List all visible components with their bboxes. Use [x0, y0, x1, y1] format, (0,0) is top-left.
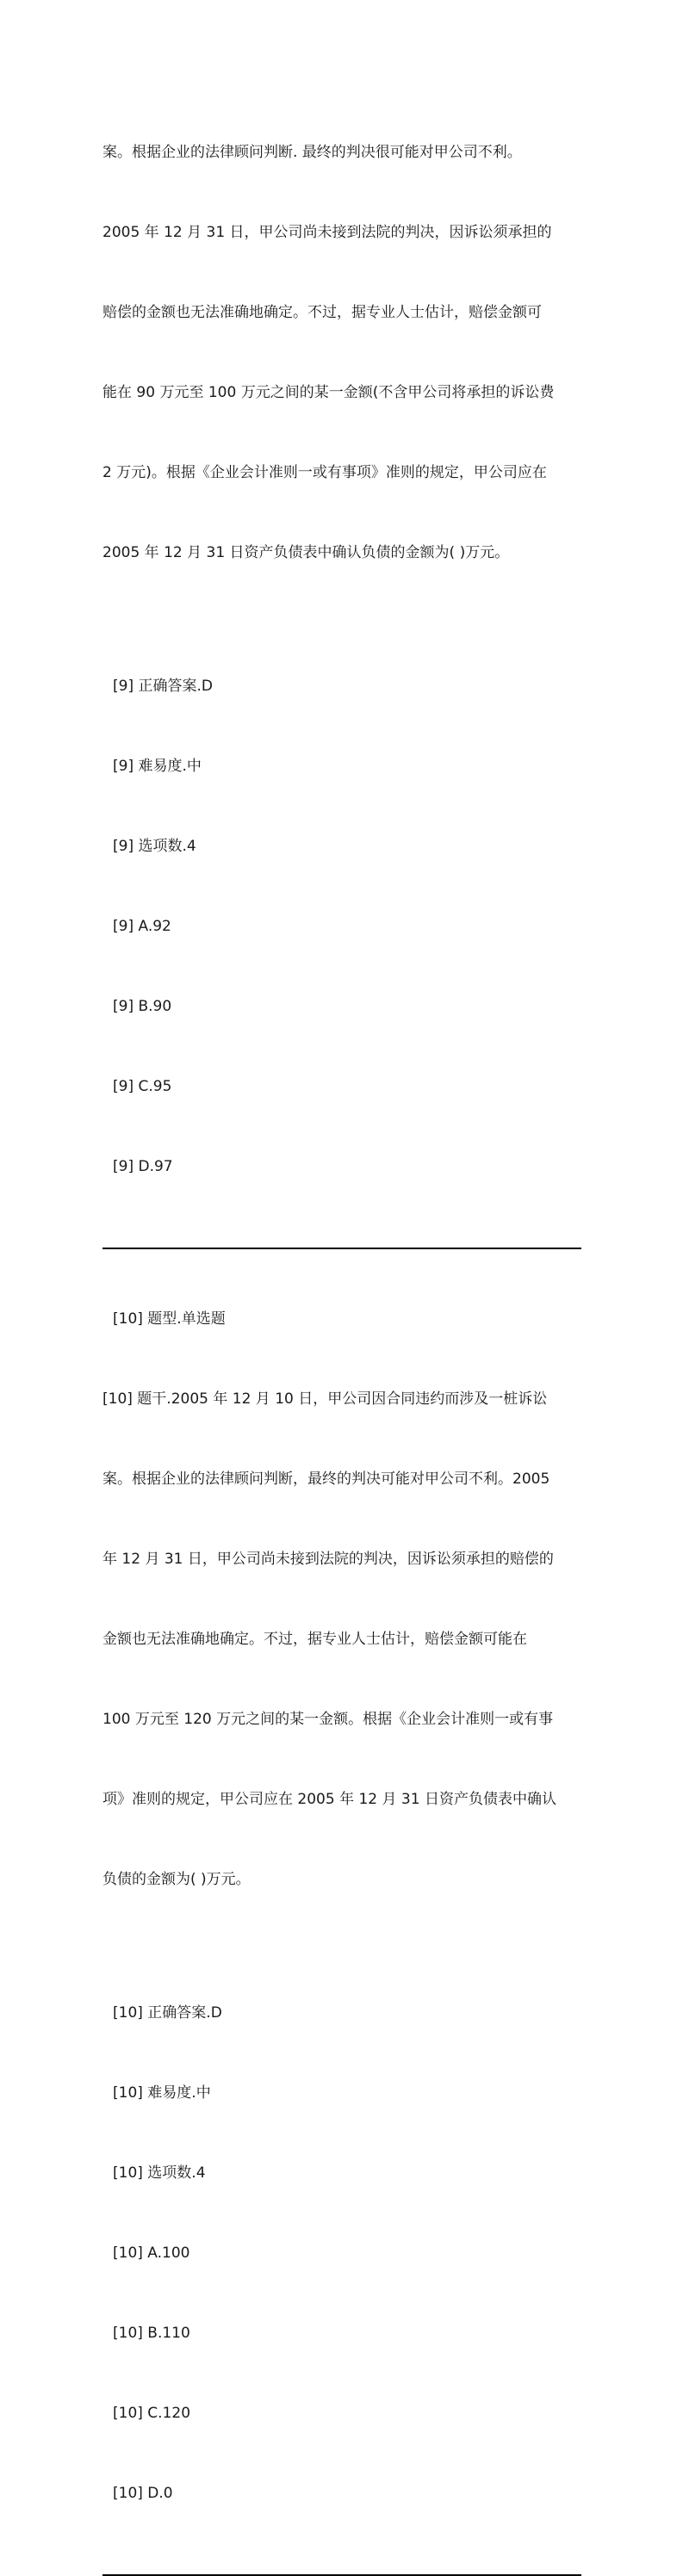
q9-option-a: [9] A.92	[113, 918, 171, 935]
q10-stem-line: 项》准则的规定，甲公司应在 2005 年 12 月 31 日资产负债表中确认	[102, 1791, 556, 1808]
q10-stem-line: 负债的金额为( )万元。	[102, 1871, 251, 1888]
q9-stem-line: 2005 年 12 月 31 日，甲公司尚未接到法院的判决，因诉讼须承担的	[102, 224, 552, 241]
q10-meta	[102, 1947, 581, 2561]
q9-option-b: [9] B.90	[113, 998, 172, 1015]
q10-option-d: [10] D.0	[113, 2485, 173, 2502]
q9-stem-line: 能在 90 万元至 100 万元之间的某一金额(不含甲公司将承担的诉讼费	[102, 384, 555, 401]
q9-stem-line: 案。根据企业的法律顾问判断. 最终的判决很可能对甲公司不利。	[102, 144, 522, 161]
q10-option-c: [10] C.120	[113, 2405, 191, 2422]
document-content	[102, 86, 581, 2576]
q10-type: [10] 题型.单选题	[113, 1310, 226, 1328]
q10-option-a: [10] A.100	[113, 2245, 190, 2262]
q10-block	[102, 1253, 581, 1947]
q9-option-count: [9] 选项数.4	[113, 838, 196, 855]
q9-stem-line: 2005 年 12 月 31 日资产负债表中确认负债的金额为( )万元。	[102, 544, 510, 561]
q10-option-count: [10] 选项数.4	[113, 2164, 206, 2182]
q10-stem-line: 100 万元至 120 万元之间的某一金额。根据《企业会计准则一或有事	[102, 1711, 554, 1728]
q10-stem-line: 年 12 月 31 日，甲公司尚未接到法院的判决，因诉讼须承担的赔偿的	[102, 1551, 554, 1568]
q9-difficulty: [9] 难易度.中	[113, 758, 202, 775]
q9-option-c: [9] C.95	[113, 1078, 172, 1095]
q10-difficulty: [10] 难易度.中	[113, 2084, 211, 2102]
q9-answer: [9] 正确答案.D	[113, 678, 213, 695]
q10-stem-line: 案。根据企业的法律顾问判断，最终的判决可能对甲公司不利。2005	[102, 1471, 550, 1488]
q9-stem	[102, 86, 581, 620]
q10-option-b: [10] B.110	[113, 2325, 190, 2342]
q10-answer: [10] 正确答案.D	[113, 2004, 222, 2022]
q9-stem-line: 2 万元)。根据《企业会计准则一或有事项》准则的规定，甲公司应在	[102, 464, 547, 481]
q9-meta	[102, 620, 581, 1234]
q10-stem-line: [10] 题干.2005 年 12 月 10 日，甲公司因合同违约而涉及一桩诉讼	[102, 1390, 548, 1408]
q10-stem-line: 金额也无法准确地确定。不过，据专业人士估计，赔偿金额可能在	[102, 1631, 527, 1648]
q9-option-d: [9] D.97	[113, 1158, 173, 1175]
q9-stem-line: 赔偿的金额也无法准确地确定。不过，据专业人士估计，赔偿金额可	[102, 304, 542, 321]
